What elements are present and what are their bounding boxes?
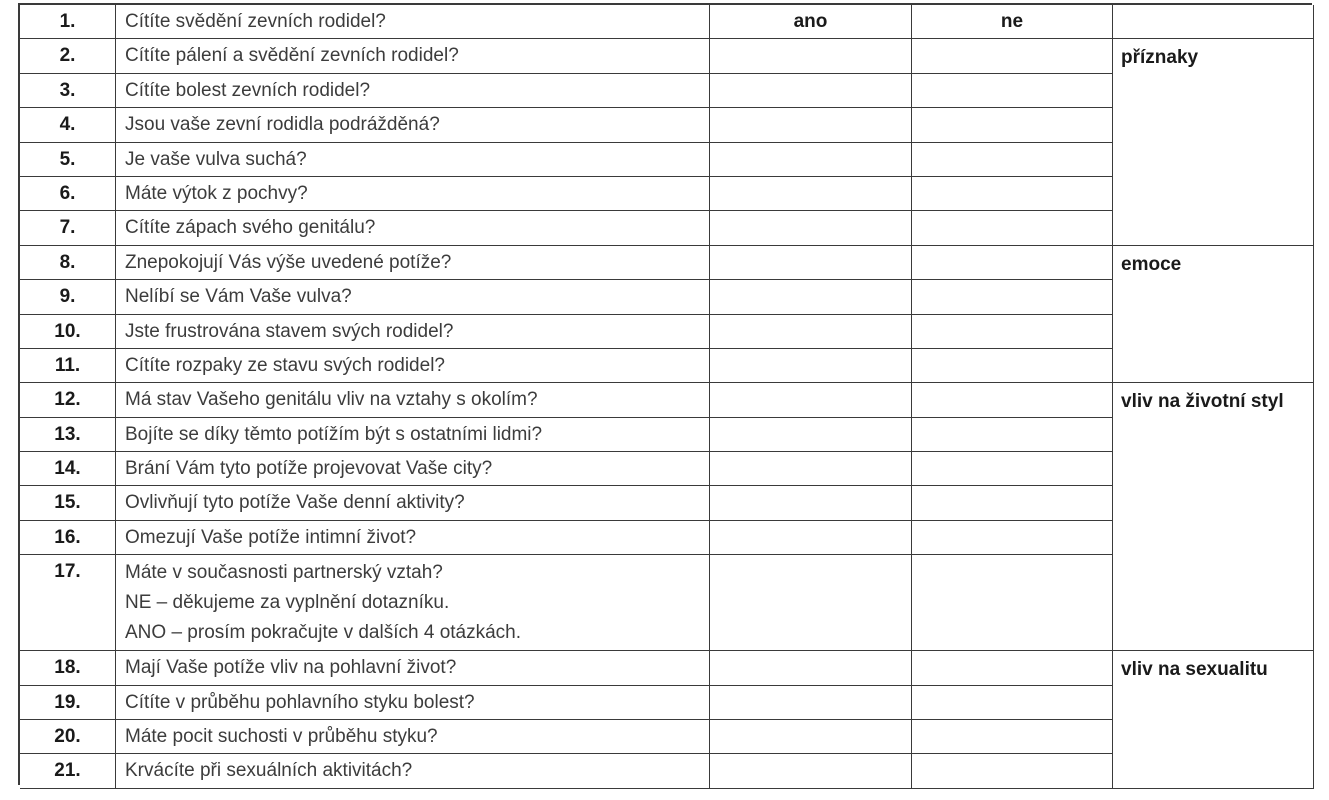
question-text: Omezují Vaše potíže intimní život?: [116, 521, 710, 555]
category-label: emoce: [1113, 246, 1314, 384]
question-number: 14.: [20, 452, 116, 486]
yes-answer-cell[interactable]: [710, 280, 912, 314]
question-number: 16.: [20, 521, 116, 555]
question-text: Nelíbí se Vám Vaše vulva?: [116, 280, 710, 314]
yes-answer-cell[interactable]: [710, 686, 912, 720]
yes-answer-cell[interactable]: [710, 418, 912, 452]
question-text: Jste frustrována stavem svých rodidel?: [116, 315, 710, 349]
yes-answer-cell[interactable]: [710, 246, 912, 280]
yes-answer-cell[interactable]: [710, 349, 912, 383]
yes-answer-cell[interactable]: [710, 720, 912, 754]
yes-answer-cell[interactable]: [710, 521, 912, 555]
question-text: Brání Vám tyto potíže projevovat Vaše city?: [116, 452, 710, 486]
question-text: Cítíte bolest zevních rodidel?: [116, 74, 710, 108]
category-label: vliv na životní styl: [1113, 383, 1314, 651]
question-text: Máte pocit suchosti v průběhu styku?: [116, 720, 710, 754]
yes-answer-cell[interactable]: [710, 754, 912, 788]
question-text: Cítíte v průběhu pohlavního styku bolest?: [116, 686, 710, 720]
question-text: Cítíte zápach svého genitálu?: [116, 211, 710, 245]
question-number: 9.: [20, 280, 116, 314]
question-number: 4.: [20, 108, 116, 142]
no-answer-cell[interactable]: [912, 74, 1113, 108]
question-text: Cítíte pálení a svědění zevních rodidel?: [116, 39, 710, 73]
question-text: Mají Vaše potíže vliv na pohlavní život?: [116, 651, 710, 685]
yes-answer-cell[interactable]: [710, 108, 912, 142]
no-answer-cell[interactable]: [912, 486, 1113, 520]
no-answer-cell[interactable]: [912, 177, 1113, 211]
question-text: Krvácíte při sexuálních aktivitách?: [116, 754, 710, 788]
question-text: Ovlivňují tyto potíže Vaše denní aktivity?: [116, 486, 710, 520]
question-number: 3.: [20, 74, 116, 108]
question-text: Jsou vaše zevní rodidla podrážděná?: [116, 108, 710, 142]
question-text: Máte výtok z pochvy?: [116, 177, 710, 211]
no-answer-cell[interactable]: [912, 686, 1113, 720]
yes-answer-cell[interactable]: [710, 143, 912, 177]
question-text-line: NE – děkujeme za vyplnění dotazníku.: [125, 592, 450, 614]
no-answer-cell[interactable]: [912, 452, 1113, 486]
yes-answer-cell[interactable]: [710, 486, 912, 520]
question-text: Cítíte rozpaky ze stavu svých rodidel?: [116, 349, 710, 383]
question-number: 21.: [20, 754, 116, 788]
category-label: vliv na sexualitu: [1113, 651, 1314, 789]
yes-answer-cell[interactable]: [710, 39, 912, 73]
no-answer-cell[interactable]: [912, 315, 1113, 349]
yes-answer-cell[interactable]: [710, 555, 912, 651]
no-answer-cell[interactable]: [912, 39, 1113, 73]
category-header-cell: [1113, 5, 1314, 39]
yes-answer-cell[interactable]: [710, 177, 912, 211]
no-answer-cell[interactable]: [912, 555, 1113, 651]
questionnaire-table: [18, 3, 1312, 785]
question-number: 20.: [20, 720, 116, 754]
no-answer-cell[interactable]: [912, 211, 1113, 245]
question-number: 2.: [20, 39, 116, 73]
question-number: 7.: [20, 211, 116, 245]
no-answer-cell[interactable]: [912, 349, 1113, 383]
question-number: 6.: [20, 177, 116, 211]
yes-answer-cell[interactable]: [710, 74, 912, 108]
no-answer-cell[interactable]: [912, 246, 1113, 280]
yes-answer-cell[interactable]: [710, 383, 912, 417]
question-text: Bojíte se díky těmto potížím být s ostatními lidmi?: [116, 418, 710, 452]
no-answer-cell[interactable]: [912, 383, 1113, 417]
yes-answer-cell[interactable]: [710, 651, 912, 685]
yes-answer-cell[interactable]: [710, 315, 912, 349]
question-number: 1.: [20, 5, 116, 39]
question-number: 17.: [20, 555, 116, 651]
no-answer-cell[interactable]: [912, 651, 1113, 685]
no-answer-cell[interactable]: [912, 720, 1113, 754]
question-number: 15.: [20, 486, 116, 520]
yes-answer-cell[interactable]: [710, 211, 912, 245]
question-number: 12.: [20, 383, 116, 417]
question-number: 18.: [20, 651, 116, 685]
question-number: 5.: [20, 143, 116, 177]
question-text: [116, 555, 710, 651]
question-number: 11.: [20, 349, 116, 383]
question-text: Cítíte svědění zevních rodidel?: [116, 5, 710, 39]
no-answer-cell[interactable]: [912, 754, 1113, 788]
question-number: 8.: [20, 246, 116, 280]
no-answer-cell[interactable]: [912, 280, 1113, 314]
yes-column-header: ano: [710, 5, 912, 39]
question-text: Znepokojují Vás výše uvedené potíže?: [116, 246, 710, 280]
question-text: Je vaše vulva suchá?: [116, 143, 710, 177]
question-number: 10.: [20, 315, 116, 349]
question-number: 13.: [20, 418, 116, 452]
question-number: 19.: [20, 686, 116, 720]
no-column-header: ne: [912, 5, 1113, 39]
question-text-line: Máte v současnosti partnerský vztah?: [125, 562, 443, 584]
category-label: příznaky: [1113, 39, 1314, 245]
no-answer-cell[interactable]: [912, 418, 1113, 452]
yes-answer-cell[interactable]: [710, 452, 912, 486]
question-text-line: ANO – prosím pokračujte v dalších 4 otázkách.: [125, 622, 522, 644]
no-answer-cell[interactable]: [912, 108, 1113, 142]
no-answer-cell[interactable]: [912, 521, 1113, 555]
question-text: Má stav Vašeho genitálu vliv na vztahy s okolím?: [116, 383, 710, 417]
no-answer-cell[interactable]: [912, 143, 1113, 177]
